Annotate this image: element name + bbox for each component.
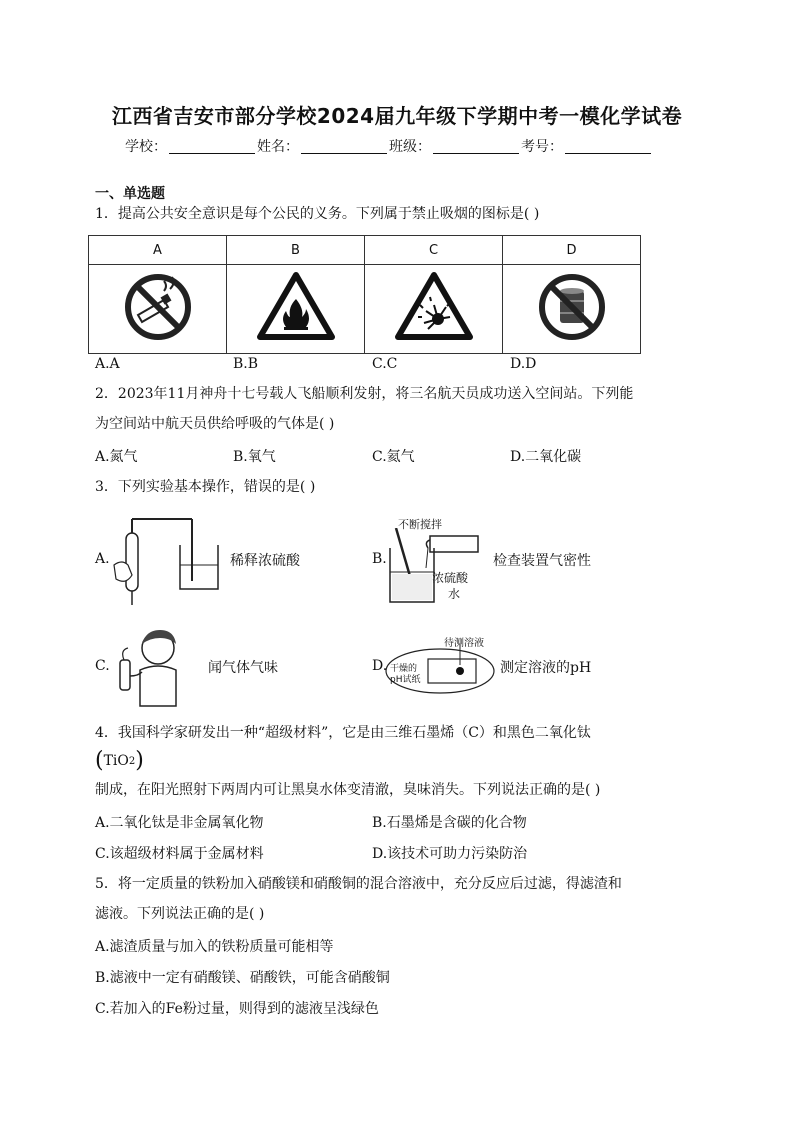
no-barrel-icon: [532, 267, 612, 347]
q3-d-label-paper-line1: 干燥的: [390, 664, 418, 674]
question-3-text: 3．下列实验基本操作，错误的是( ): [95, 479, 316, 495]
q2-option-b[interactable]: B.氧气: [233, 449, 276, 465]
child-smelling-icon: [110, 620, 192, 708]
student-info-line: [125, 136, 653, 156]
sign-header-b: B: [227, 236, 365, 265]
page-title: 江西省吉安市部分学校2024届九年级下学期中考一模化学试卷: [111, 104, 683, 128]
class-blank[interactable]: [433, 141, 519, 154]
q4-option-b[interactable]: B.石墨烯是含碳的化合物: [372, 815, 527, 831]
q3-option-a-caption: 稀释浓硫酸: [230, 553, 300, 569]
q3-d-label-solution: 待测溶液: [444, 638, 484, 649]
question-2-line1: 2．2023年11月神舟十七号载人飞船顺利发射，将三名航天员成功送入空间站。下列能: [95, 386, 634, 402]
q3-b-label-water: 水: [448, 587, 461, 601]
section-heading: 一、单选题: [95, 186, 165, 202]
sign-header-c: C: [365, 236, 503, 265]
q3-b-label-acid: 浓硫酸: [432, 571, 469, 585]
formula-sub: 2: [128, 755, 136, 767]
q1-option-c[interactable]: C.C: [372, 356, 398, 372]
school-label: 学校：: [125, 139, 167, 155]
q5-option-b[interactable]: B.滤液中一定有硝酸镁、硝酸铁，可能含硝酸铜: [95, 970, 390, 986]
q1-option-d[interactable]: D.D: [510, 356, 537, 372]
question-4-line1: 4．我国科学家研发出一种“超级材料”，它是由三维石墨烯（C）和黑色二氧化钛: [95, 725, 591, 741]
q2-option-c[interactable]: C.氦气: [372, 449, 415, 465]
formula-main: TiO: [103, 753, 129, 769]
question-2-line2: 为空间站中航天员供给呼吸的气体是( ): [95, 416, 335, 432]
q3-d-label-paper: [390, 664, 420, 686]
question-5-line2: 滤液。下列说法正确的是( ): [95, 906, 265, 922]
q3-option-b-letter[interactable]: B.: [372, 551, 387, 567]
gas-tightness-apparatus-icon: [110, 515, 230, 607]
name-label: 姓名：: [257, 139, 299, 155]
q3-option-a-letter[interactable]: A.: [95, 551, 110, 567]
school-blank[interactable]: [169, 141, 255, 154]
q4-option-a[interactable]: A.二氧化钛是非金属氧化物: [95, 815, 264, 831]
sign-table: [88, 235, 641, 354]
name-blank[interactable]: [301, 141, 387, 154]
number-blank[interactable]: [565, 141, 651, 154]
q5-option-c[interactable]: C.若加入的Fe粉过量，则得到的滤液呈浅绿色: [95, 1001, 379, 1017]
q3-option-d-caption: 测定溶液的pH: [500, 660, 592, 676]
q2-option-a[interactable]: A.氮气: [95, 449, 138, 465]
q3-option-d-letter[interactable]: D.: [372, 658, 388, 674]
q3-d-label-paper-line2: pH试纸: [390, 675, 421, 685]
q1-option-b[interactable]: B.B: [233, 356, 259, 372]
dilution-apparatus-icon: [386, 528, 486, 608]
question-5-line1: 5．将一定质量的铁粉加入硝酸镁和硝酸铜的混合溶液中，充分反应后过滤，得滤渣和: [95, 876, 622, 892]
sign-header-d: D: [503, 236, 641, 265]
q4-option-d[interactable]: D.该技术可助力污染防治: [372, 846, 528, 862]
question-4-formula: ( TiO 2 ): [95, 748, 144, 773]
flammable-warning-icon: [256, 271, 336, 343]
q3-option-c-caption: 闻气体气味: [208, 660, 278, 676]
q3-option-b-caption: 检查装置气密性: [493, 553, 591, 569]
q4-option-c[interactable]: C.该超级材料属于金属材料: [95, 846, 264, 862]
explosive-warning-icon: [394, 271, 474, 343]
question-1-text: 1．提高公共安全意识是每个公民的义务。下列属于禁止吸烟的图标是( ): [95, 206, 540, 222]
number-label: 考号：: [521, 139, 563, 155]
q3-option-c-letter[interactable]: C.: [95, 658, 110, 674]
q2-option-d[interactable]: D.二氧化碳: [510, 449, 582, 465]
question-4-line2: 制成，在阳光照射下两周内可让黑臭水体变清澈，臭味消失。下列说法正确的是( ): [95, 782, 601, 798]
sign-header-a: A: [89, 236, 227, 265]
q1-option-a[interactable]: A.A: [95, 356, 120, 372]
q5-option-a[interactable]: A.滤渣质量与加入的铁粉质量可能相等: [95, 939, 334, 955]
no-smoking-icon: [118, 267, 198, 347]
q3-b-label-stir: 不断搅拌: [398, 518, 442, 531]
class-label: 班级：: [389, 139, 431, 155]
